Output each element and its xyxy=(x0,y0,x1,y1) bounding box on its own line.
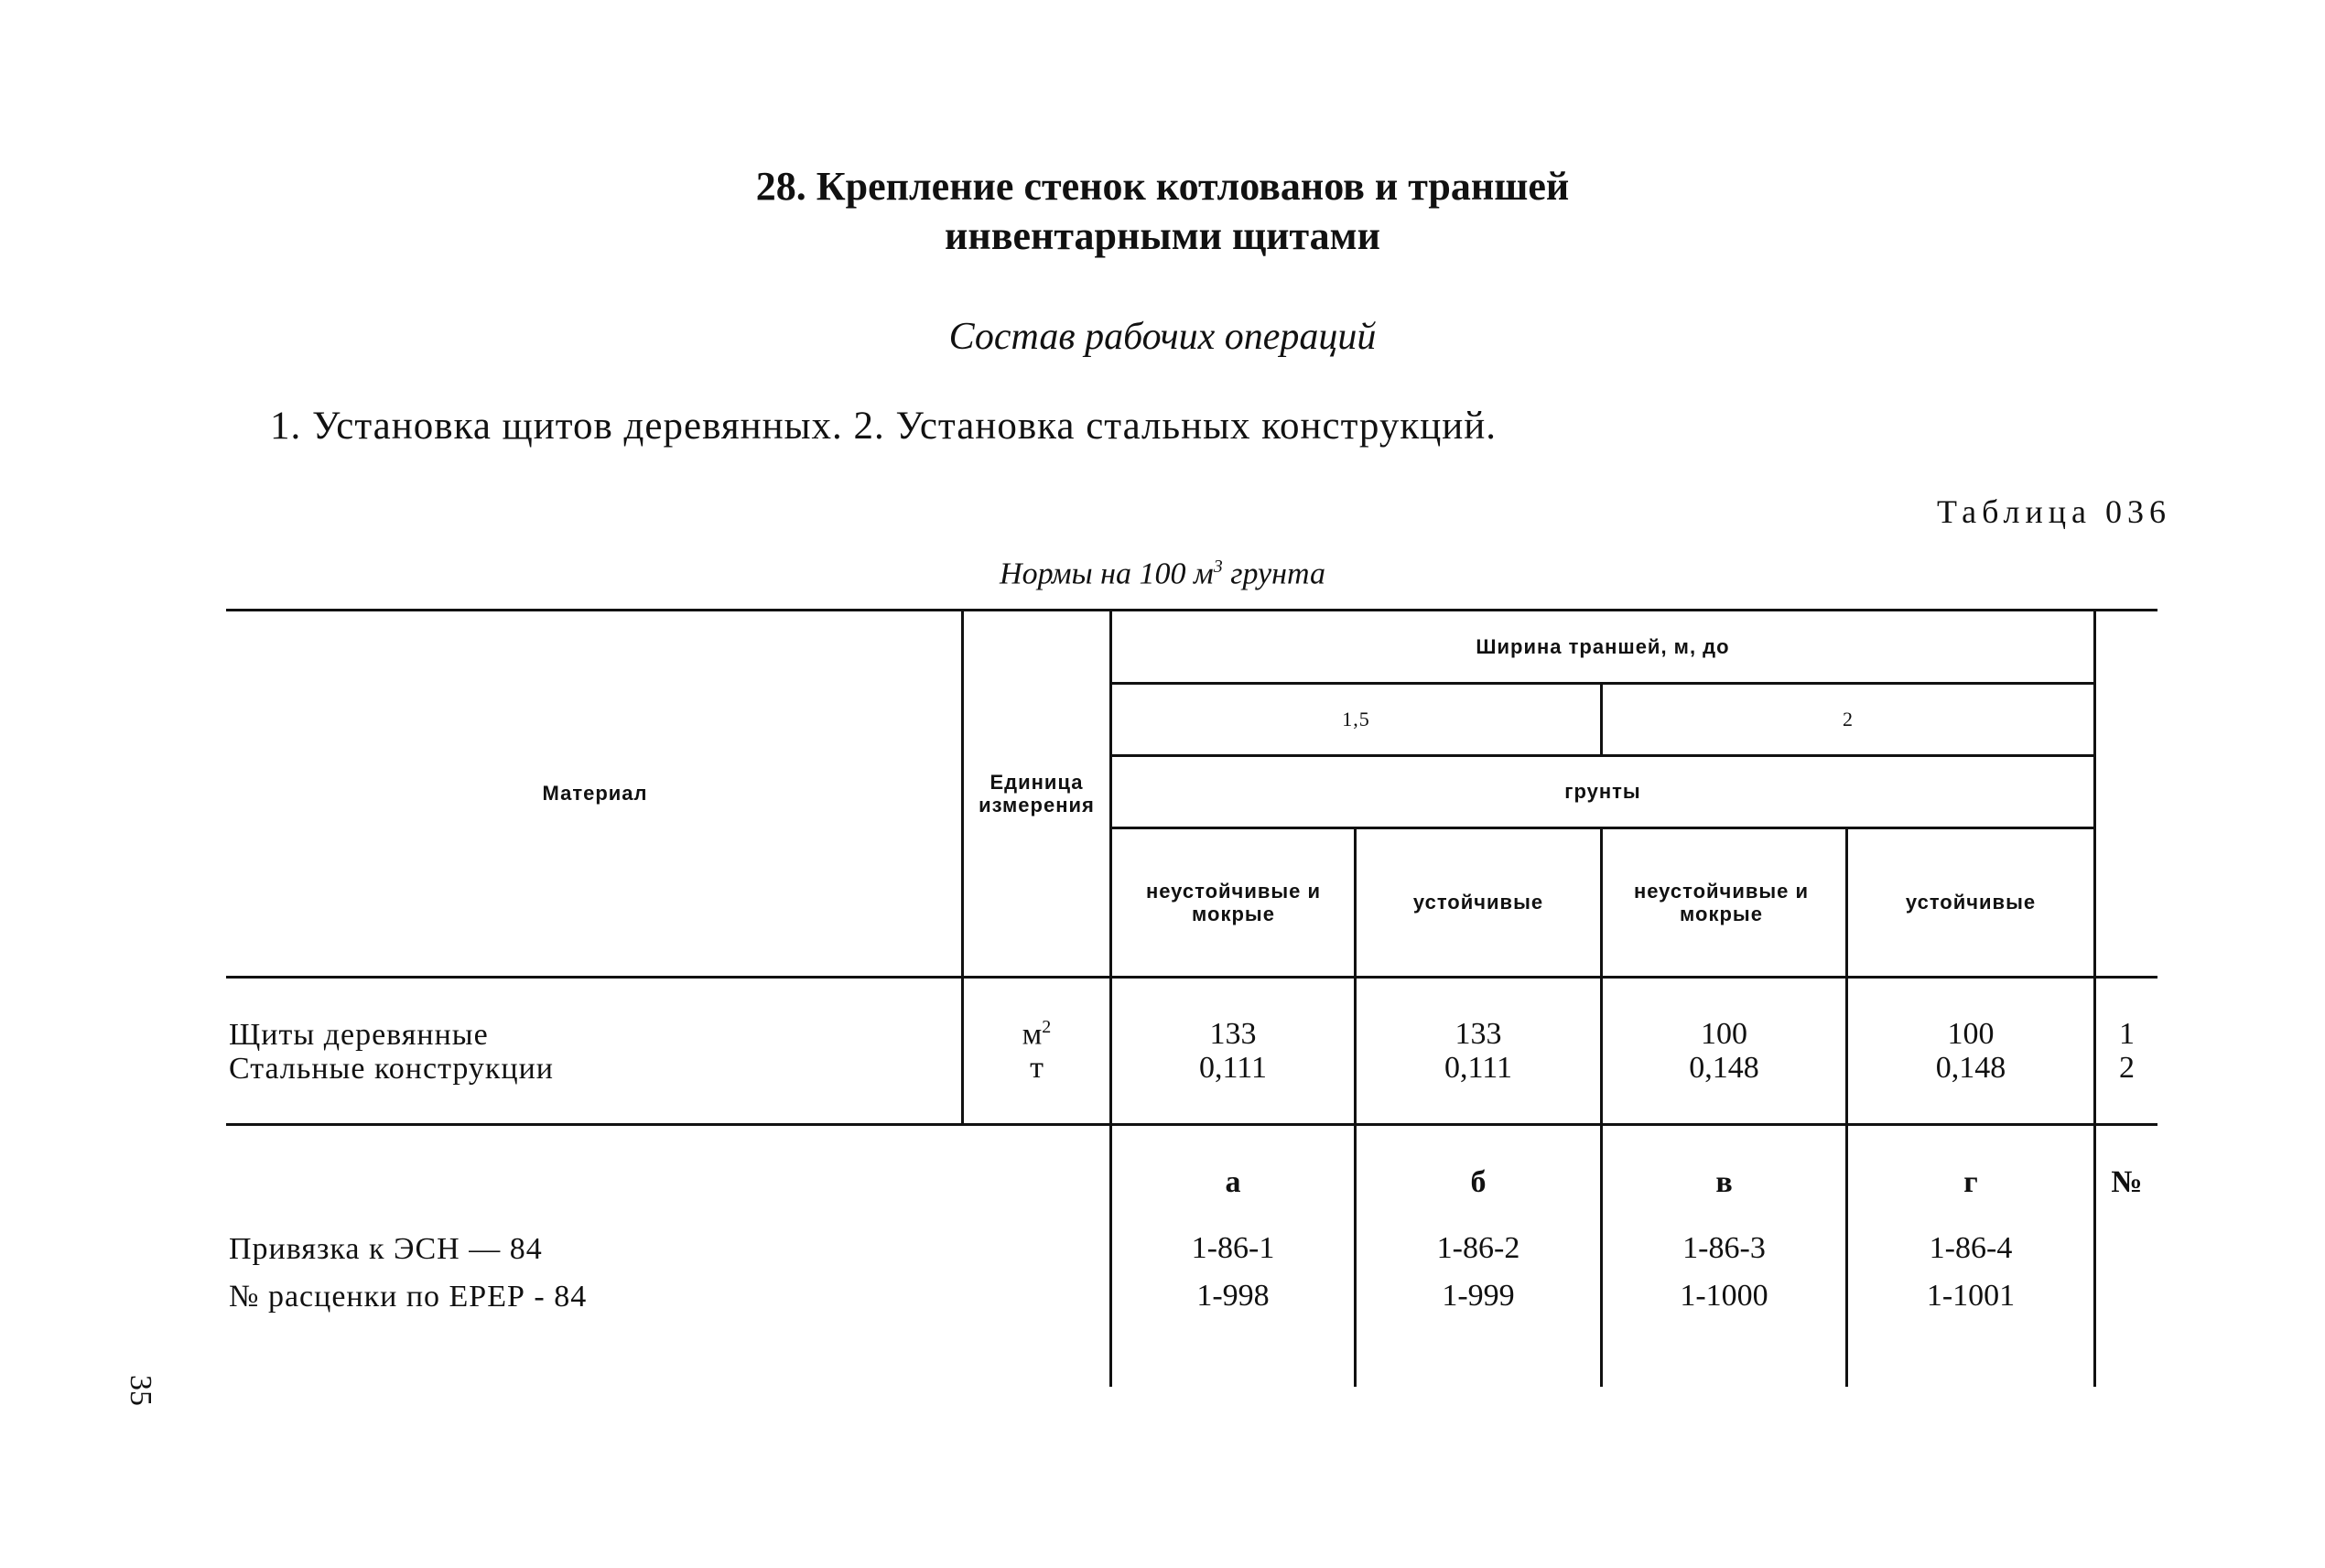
row-unit-text: т xyxy=(1030,1051,1044,1085)
column-letter: а xyxy=(1225,1165,1241,1199)
header-unit: Единица измерения xyxy=(979,770,1095,816)
table-caption-suffix: грунта xyxy=(1222,557,1325,591)
footer-value: 1-86-1 xyxy=(1191,1231,1275,1265)
row-value: 0,148 xyxy=(1935,1051,2006,1085)
row-material: Щиты деревянные xyxy=(229,1018,489,1052)
row-unit xyxy=(964,1052,1109,1085)
footer-value: 1-1000 xyxy=(1680,1279,1768,1313)
row-value: 0,111 xyxy=(1199,1051,1267,1085)
footer-value: 1-998 xyxy=(1196,1279,1270,1313)
footer-value: 1-86-2 xyxy=(1436,1231,1520,1265)
row-material: Стальные конструкции xyxy=(229,1052,555,1086)
work-operations-subtitle: Состав рабочих операций xyxy=(948,316,1377,358)
footer-value: 1-86-4 xyxy=(1929,1231,2013,1265)
header-width-2: 2 xyxy=(1843,708,1854,731)
header-material: Материал xyxy=(542,782,648,806)
row-value: 133 xyxy=(1454,1017,1502,1051)
row-value: 100 xyxy=(1701,1017,1747,1051)
row-value: 100 xyxy=(1947,1017,1995,1051)
row-value: 133 xyxy=(1209,1017,1257,1051)
row-number: 2 xyxy=(2119,1051,2135,1085)
column-letter: б xyxy=(1470,1165,1487,1199)
table-caption-prefix: Нормы на 100 м xyxy=(1000,557,1214,591)
footer-value: 1-86-3 xyxy=(1682,1231,1766,1265)
footer-label: № расценки по ЕРЕР - 84 xyxy=(229,1280,588,1314)
no-label: № xyxy=(2111,1165,2143,1199)
column-letter: в xyxy=(1715,1165,1733,1199)
table-caption-superscript: 3 xyxy=(1213,557,1223,577)
operations-list: 1. Установка щитов деревянных. 2. Установка стальных конструкций. xyxy=(270,405,1498,448)
column-letter: г xyxy=(1963,1165,1978,1199)
header-soils: грунты xyxy=(1564,780,1641,804)
header-soil-type-v: неустойчивые и мокрые xyxy=(1633,879,1810,925)
footer-value: 1-999 xyxy=(1442,1279,1515,1313)
row-number: 1 xyxy=(2119,1017,2135,1051)
section-title-line-2: инвентарными щитами xyxy=(945,213,1380,258)
no-col-left-border xyxy=(2093,609,2096,1387)
body-bottom-rule xyxy=(226,1123,2157,1126)
table-number: Таблица 036 xyxy=(1937,493,2171,530)
section-title-line-1: 28. Крепление стенок котлованов и траншей xyxy=(755,164,1570,209)
header-soil-type-b: устойчивые xyxy=(1412,891,1544,914)
header-width-1-5: 1,5 xyxy=(1342,708,1370,731)
row-value: 0,148 xyxy=(1689,1051,1759,1085)
footer-label: Привязка к ЭСН — 84 xyxy=(229,1232,543,1266)
footer-value: 1-1001 xyxy=(1926,1279,2016,1313)
header-bottom-rule xyxy=(226,976,2157,979)
row-unit-superscript: 2 xyxy=(1042,1017,1052,1037)
row-value: 0,111 xyxy=(1444,1051,1512,1085)
row-unit-text: м xyxy=(1022,1017,1043,1052)
table-caption xyxy=(549,557,1776,591)
row-unit xyxy=(964,1018,1109,1051)
header-soil-type-a: неустойчивые и мокрые xyxy=(1145,879,1322,925)
page-number: 35 xyxy=(124,1375,157,1406)
header-trench-width: Ширина траншей, м, до xyxy=(1476,634,1730,658)
header-soil-type-g: устойчивые xyxy=(1905,891,2037,914)
